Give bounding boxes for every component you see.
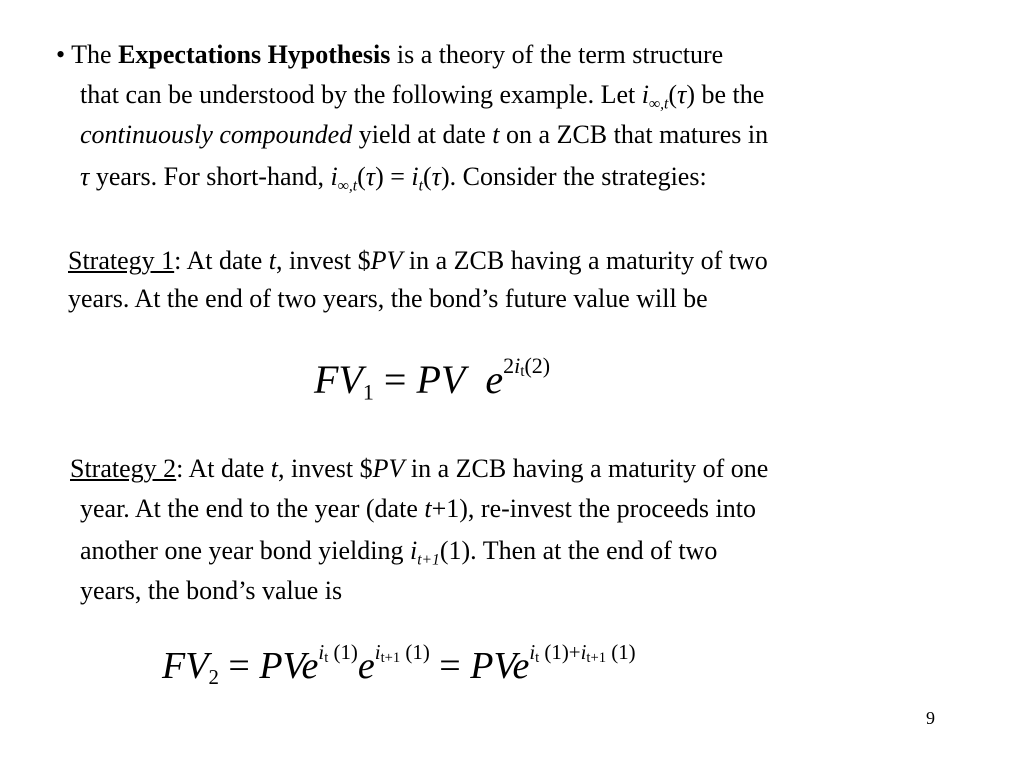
var-t: t — [270, 454, 278, 483]
eq-exponent-2 — [375, 640, 430, 664]
bullet-marker: • — [56, 40, 66, 69]
strategy1-line-2 — [68, 284, 708, 314]
var-tau: τ — [80, 162, 90, 191]
eq-e: e — [485, 356, 504, 402]
page-number: 9 — [926, 708, 935, 728]
eq-pve: PVe — [259, 644, 319, 687]
text: (1). Then at the end of two — [439, 536, 718, 565]
text: years. For short-hand, — [89, 162, 331, 191]
text: ) be the — [686, 80, 765, 109]
var-i: i — [641, 80, 649, 109]
eq-fv: FV — [314, 356, 363, 402]
var-pv: PV — [372, 454, 405, 483]
eq-arg: (1)+ — [539, 640, 581, 664]
text: ( — [668, 80, 677, 109]
text: , invest $ — [277, 454, 373, 483]
eq-sub: t+1 — [586, 649, 607, 666]
eq-arg: (1) — [328, 640, 358, 664]
eq-i: i — [318, 640, 325, 664]
eq-i: i — [514, 353, 521, 378]
eq-arg: (1) — [400, 640, 430, 664]
eq-sub: 1 — [362, 379, 374, 405]
eq-arg: (1) — [606, 640, 636, 664]
var-tau: τ — [431, 162, 441, 191]
eq-sub: t — [324, 649, 329, 666]
strategy2-label: Strategy 2 — [70, 454, 177, 483]
eq-exponent-3 — [529, 640, 635, 664]
var-i: i — [411, 162, 419, 191]
strategy2-line-3 — [80, 536, 717, 575]
eq-arg: (2) — [524, 353, 551, 378]
text: : At date — [176, 454, 271, 483]
subscript: ∞,t — [648, 95, 669, 113]
var-tau: τ — [365, 162, 376, 191]
subscript: ∞,t — [337, 177, 358, 195]
text: that can be understood by the following example. Let — [80, 80, 642, 109]
term-expectations-hypothesis: Expectations Hypothesis — [118, 40, 391, 69]
text: yield at date — [352, 120, 493, 149]
eq-exponent — [503, 353, 551, 381]
eq-sub: t+1 — [380, 649, 401, 666]
var-t: t — [268, 246, 276, 275]
eq-coef: 2 — [503, 353, 515, 378]
eq-equals: = — [429, 644, 471, 687]
eq-sub: t — [535, 649, 540, 666]
text: ( — [357, 162, 366, 191]
text: on a ZCB that matures in — [499, 120, 769, 149]
eq-pv: PV — [416, 356, 466, 402]
text: years, the bond’s value is — [80, 576, 343, 605]
var-i: i — [409, 536, 418, 565]
subscript: t — [418, 177, 423, 195]
var-pv: PV — [370, 246, 403, 275]
bullet-line-2 — [80, 80, 764, 119]
text: year. At the end to the year (date — [80, 494, 425, 523]
text: ). Consider the strategies: — [440, 162, 707, 191]
eq-equals: = — [373, 356, 417, 402]
text: , invest $ — [275, 246, 371, 275]
var-t: t — [492, 120, 500, 149]
strategy2-line-4 — [80, 576, 342, 606]
text: : At date — [174, 246, 269, 275]
continuously-compounded: continuously compounded — [80, 120, 353, 149]
text: years. At the end of two years, the bond’s future value will be — [68, 284, 708, 313]
text: another one year bond yielding — [80, 536, 410, 565]
strategy1-line-1 — [68, 246, 768, 276]
bullet-line-3 — [80, 120, 768, 150]
var-i: i — [330, 162, 338, 191]
text: ) = — [375, 162, 412, 191]
var-t: t — [424, 494, 432, 523]
eq-i: i — [374, 640, 381, 664]
strategy2-line-2 — [80, 494, 756, 524]
text: The — [71, 40, 119, 69]
equation-fv2 — [162, 622, 636, 707]
eq-exponent-1 — [318, 640, 357, 664]
var-tau: τ — [677, 80, 687, 109]
text: is a theory of the term structure — [390, 40, 724, 69]
eq-i: i — [580, 640, 587, 664]
text: ( — [422, 162, 432, 191]
eq-fv: FV — [162, 644, 209, 687]
bullet-line-1 — [56, 40, 723, 70]
strategy1-label: Strategy 1 — [68, 246, 175, 275]
eq-sub: t — [520, 363, 525, 381]
eq-e: e — [357, 644, 375, 687]
text: in a ZCB having a maturity of two — [402, 246, 768, 275]
equation-fv1 — [314, 336, 550, 422]
eq-i: i — [529, 640, 536, 664]
eq-equals: = — [218, 644, 260, 687]
text: +1), re-invest the proceeds into — [431, 494, 756, 523]
eq-sub: 2 — [208, 665, 219, 690]
bullet-line-4 — [80, 162, 707, 201]
strategy2-line-1 — [70, 454, 768, 484]
eq-pve: PVe — [470, 644, 530, 687]
subscript: t+1 — [417, 551, 440, 569]
text: in a ZCB having a maturity of one — [404, 454, 769, 483]
